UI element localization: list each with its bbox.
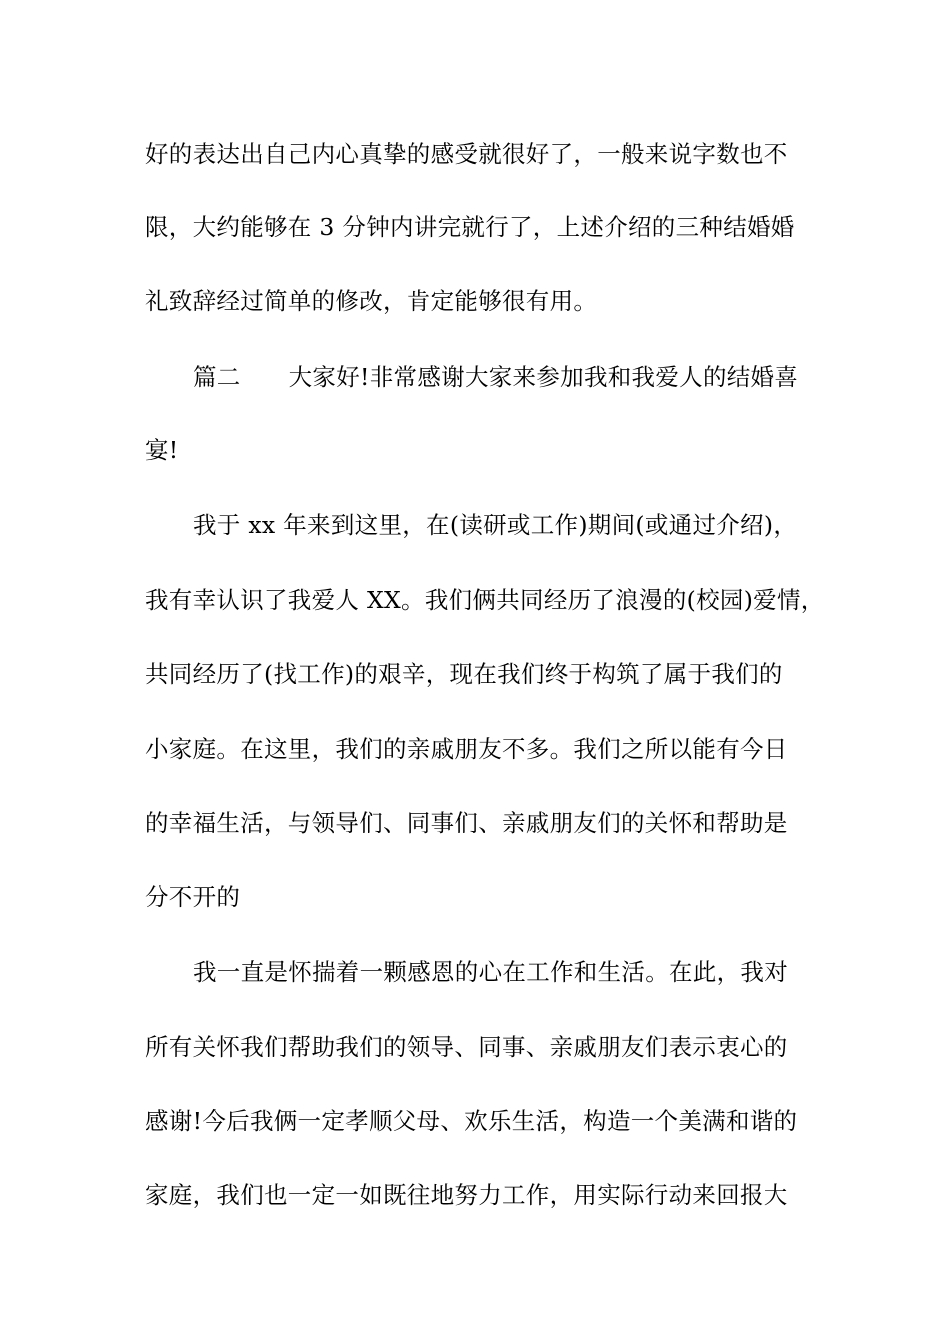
section-heading: 篇二 [193,363,241,391]
section-heading-line [193,361,883,393]
text-line: 的幸福生活，与领导们、同事们、亲戚朋友们的关怀和帮助是 [145,809,788,837]
text-line: 我有幸认识了我爱人 XX。我们俩共同经历了浪漫的(校园)爱情， [145,586,825,614]
text-line: 小家庭。在这里，我们的亲戚朋友不多。我们之所以能有今日 [145,735,788,763]
text-line: 所有关怀我们帮助我们的领导、同事、亲戚朋友们表示衷心的 [145,1033,788,1061]
text-line: 家庭，我们也一定一如既往地努力工作，用实际行动来回报大 [145,1181,788,1209]
text-line: 我于 xx 年来到这里，在(读研或工作)期间(或通过介绍)， [193,511,798,539]
text-line: 分不开的 [145,883,241,911]
text-line: 我一直是怀揣着一颗感恩的心在工作和生活。在此，我对 [193,958,788,986]
text-line: 宴! [145,436,179,464]
text-line: 共同经历了(找工作)的艰辛，现在我们终于构筑了属于我们的 [145,660,783,688]
text-line: 感谢!今后我俩一定孝顺父母、欢乐生活，构造一个美满和谐的 [145,1107,798,1135]
text-line: 礼致辞经过简单的修改，肯定能够很有用。 [145,287,598,315]
text-span: 大家好!非常感谢大家来参加我和我爱人的结婚喜 [288,363,799,391]
text-line: 限，大约能够在 3 分钟内讲完就行了，上述介绍的三种结婚婚 [145,213,795,241]
text-line: 好的表达出自己内心真挚的感受就很好了，一般来说字数也不 [145,140,788,168]
